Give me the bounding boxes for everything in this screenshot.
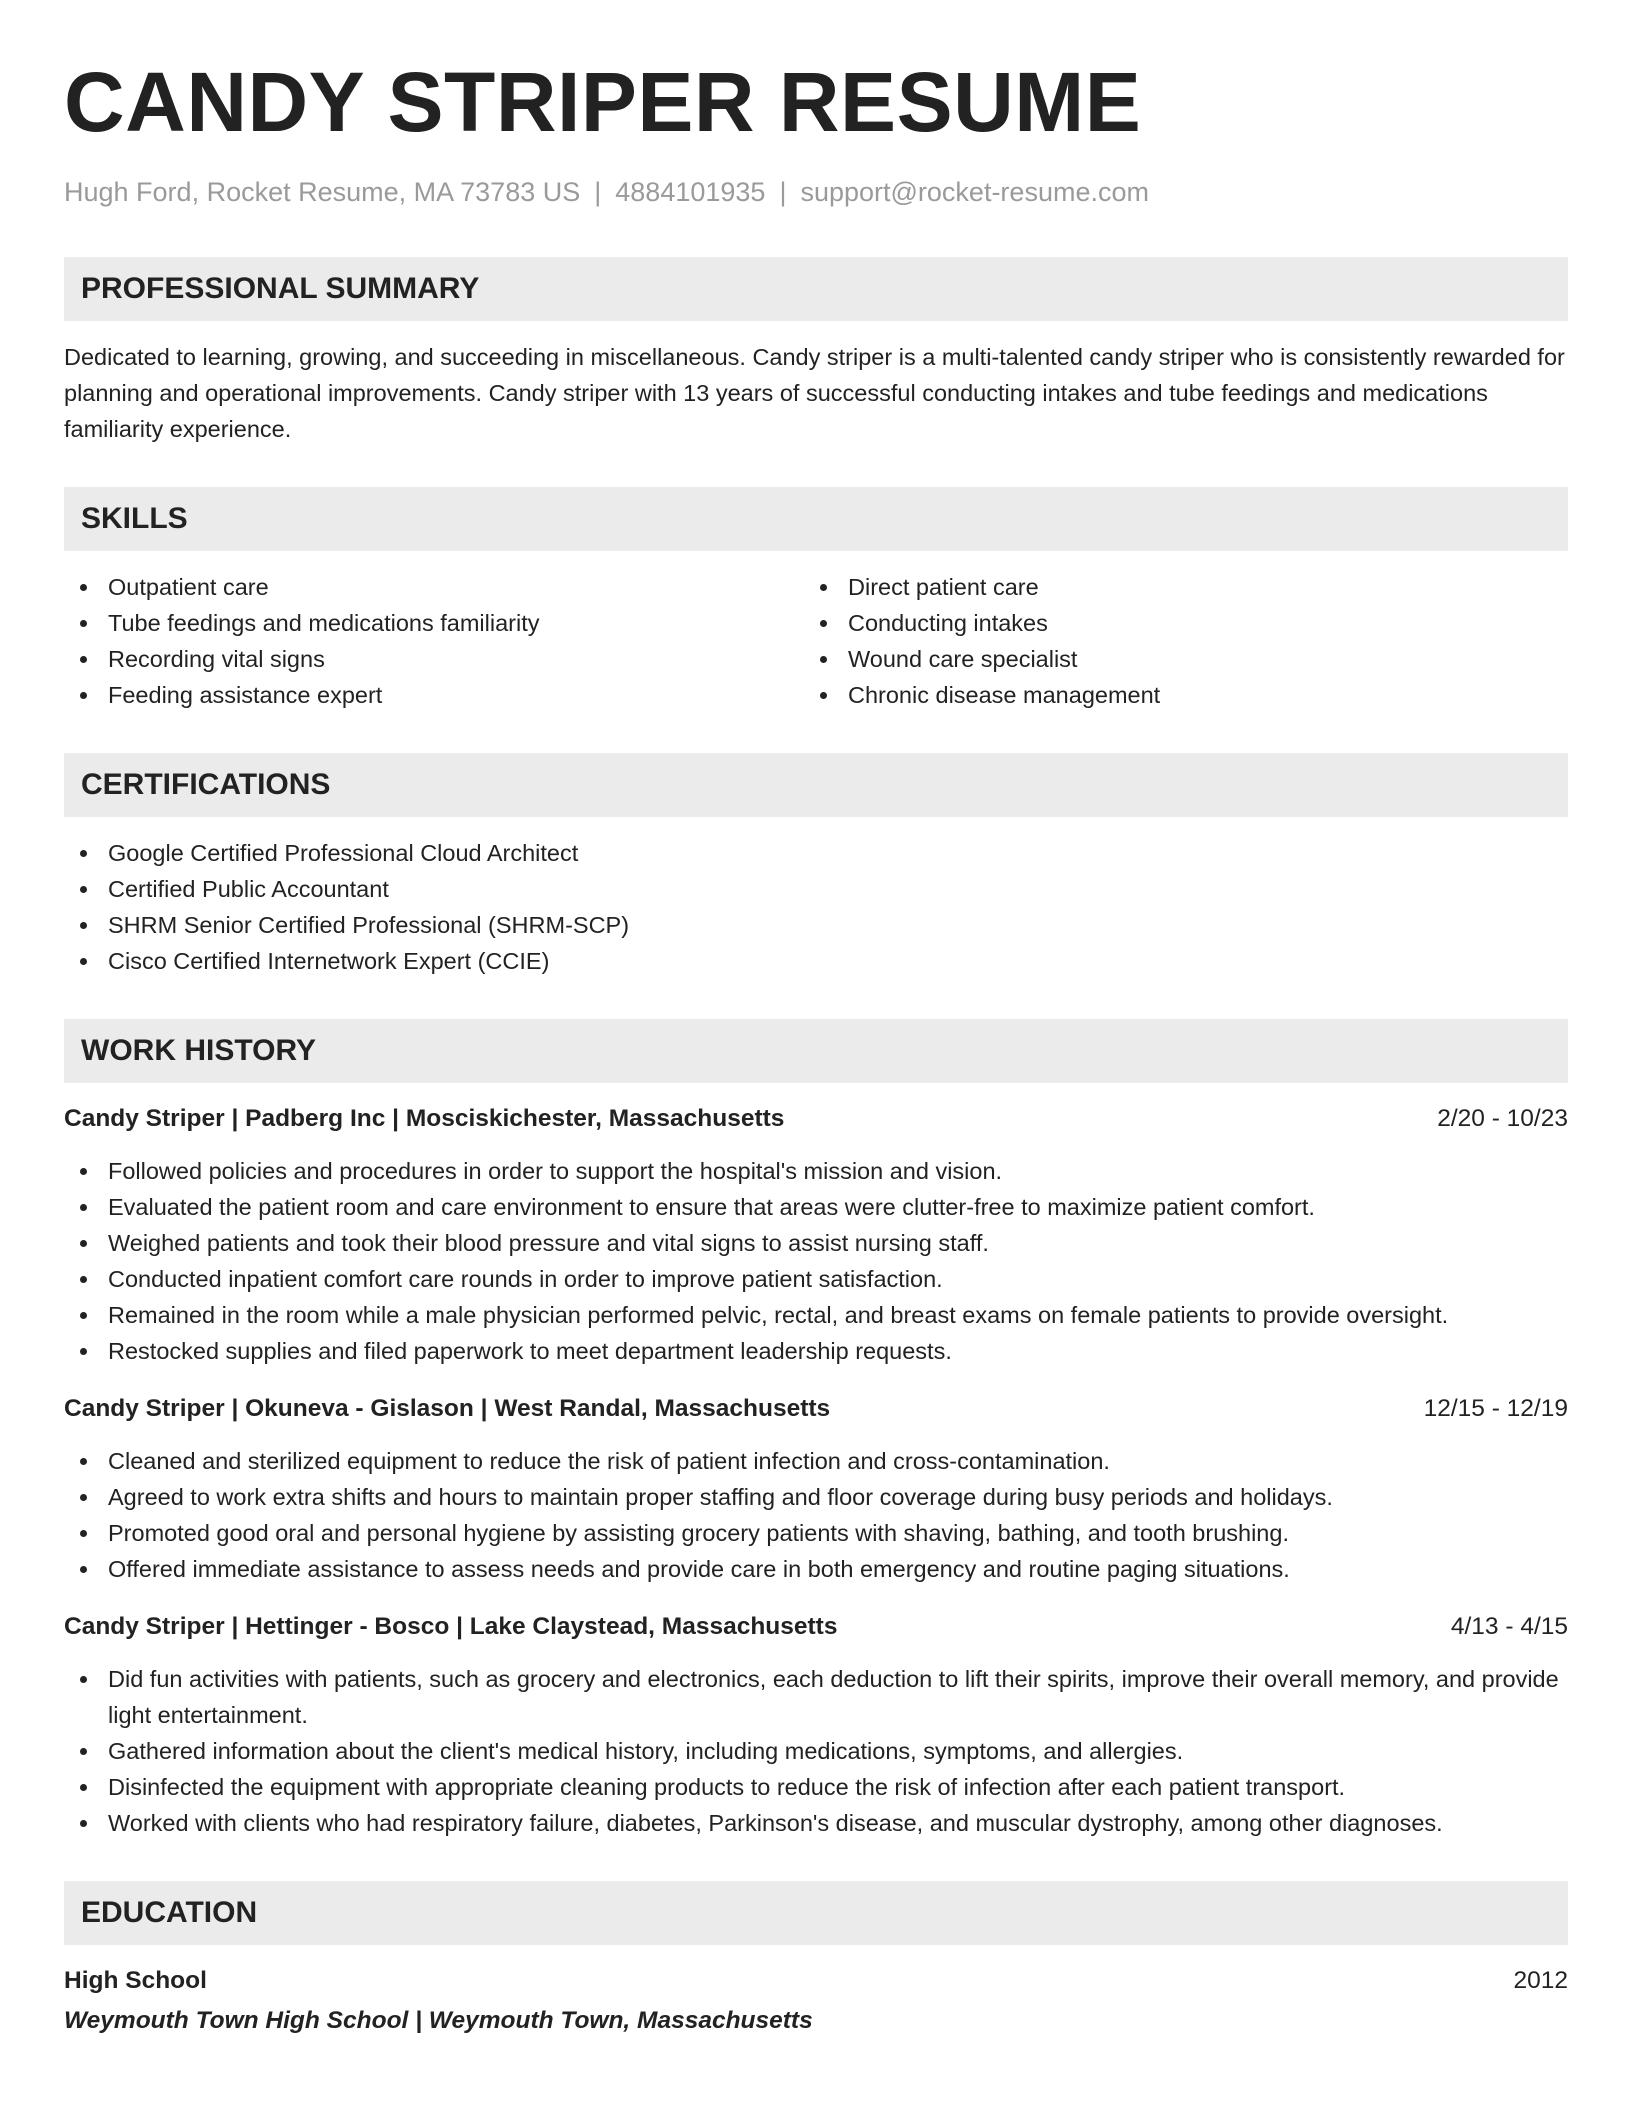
education-degree: High School [64,1967,207,1995]
skill-item: Outpatient care [64,569,804,605]
skill-item: Tube feedings and medications familiarity [64,605,804,641]
skills-grid [64,551,1568,713]
contact-email: support@rocket-resume.com [800,177,1149,207]
job-bullet: Followed policies and procedures in order to support the hospital's mission and vision. [64,1153,1568,1189]
job-bullets [64,1661,1568,1841]
skill-item: Wound care specialist [804,641,1544,677]
contact-phone: 4884101935 [615,177,766,207]
contact-separator: | [594,177,602,207]
certifications-list [64,835,1568,979]
contact-address: Hugh Ford, Rocket Resume, MA 73783 US [64,177,581,207]
education-school: Weymouth Town High School | Weymouth Town, Massachusetts [64,2007,813,2035]
job-bullet: Offered immediate assistance to assess needs and provide care in both emergency and routine paging situations. [64,1551,1568,1587]
job-bullet: Agreed to work extra shifts and hours to maintain proper staffing and floor coverage during busy periods and holidays. [64,1479,1568,1515]
job-header [64,1101,1568,1137]
job-bullet: Disinfected the equipment with appropriate cleaning products to reduce the risk of infection after each patient transport. [64,1769,1568,1805]
job-entry [64,1609,1568,1841]
skills-heading: SKILLS [64,487,1568,551]
job-bullet: Worked with clients who had respiratory failure, diabetes, Parkinson's disease, and muscular dystrophy, among other diagnoses. [64,1805,1568,1841]
job-entry [64,1391,1568,1587]
contact-line [64,176,1568,208]
job-dates: 4/13 - 4/15 [1450,1613,1568,1641]
job-bullet: Remained in the room while a male physician performed pelvic, rectal, and breast exams on female patients to provide oversight. [64,1297,1568,1333]
certification-item: SHRM Senior Certified Professional (SHRM-SCP) [64,907,1568,943]
job-bullets [64,1153,1568,1369]
certification-item: Cisco Certified Internetwork Expert (CCIE) [64,943,1568,979]
job-title: Candy Striper | Padberg Inc | Mosciskichester, Massachusetts [64,1105,785,1133]
job-bullet: Cleaned and sterilized equipment to reduce the risk of patient infection and cross-contamination. [64,1443,1568,1479]
skills-list-right [804,569,1544,713]
job-bullet: Evaluated the patient room and care environment to ensure that areas were clutter-free to maximize patient comfort. [64,1189,1568,1225]
education-year: 2012 [1513,1967,1568,1995]
summary-heading: PROFESSIONAL SUMMARY [64,257,1568,321]
job-header [64,1609,1568,1645]
contact-separator: | [779,177,787,207]
job-bullet: Restocked supplies and filed paperwork to meet department leadership requests. [64,1333,1568,1369]
certification-item: Google Certified Professional Cloud Architect [64,835,1568,871]
resume-title: CANDY STRIPER RESUME [64,55,1142,149]
skill-item: Direct patient care [804,569,1544,605]
skill-item: Feeding assistance expert [64,677,804,713]
skill-item: Chronic disease management [804,677,1544,713]
job-dates: 12/15 - 12/19 [1423,1395,1568,1423]
certifications-heading: CERTIFICATIONS [64,753,1568,817]
job-title: Candy Striper | Okuneva - Gislason | West Randal, Massachusetts [64,1395,831,1423]
skill-item: Conducting intakes [804,605,1544,641]
job-title: Candy Striper | Hettinger - Bosco | Lake Claystead, Massachusetts [64,1613,838,1641]
skill-item: Recording vital signs [64,641,804,677]
certification-item: Certified Public Accountant [64,871,1568,907]
job-entry [64,1101,1568,1369]
job-bullets [64,1443,1568,1587]
skills-list-left [64,569,804,713]
job-header [64,1391,1568,1427]
education-heading: EDUCATION [64,1881,1568,1945]
work-history-heading: WORK HISTORY [64,1019,1568,1083]
job-bullet: Weighed patients and took their blood pressure and vital signs to assist nursing staff. [64,1225,1568,1261]
summary-text: Dedicated to learning, growing, and succeeding in miscellaneous. Candy striper is a multi-talented candy striper who is consistently rewarded for planning and operational improvements. Candy striper with 13 years of successful conducting intakes and tube feedings and medications familiarity experience. [64,344,1565,443]
job-dates: 2/20 - 10/23 [1437,1105,1568,1133]
job-bullet: Promoted good oral and personal hygiene by assisting grocery patients with shaving, bathing, and tooth brushing. [64,1515,1568,1551]
job-bullet: Gathered information about the client's medical history, including medications, symptoms, and allergies. [64,1733,1568,1769]
education-header [64,1963,1568,1999]
job-bullet: Conducted inpatient comfort care rounds in order to improve patient satisfaction. [64,1261,1568,1297]
job-bullet: Did fun activities with patients, such as grocery and electronics, each deduction to lift their spirits, improve their overall memory, and provide light entertainment. [64,1661,1568,1733]
